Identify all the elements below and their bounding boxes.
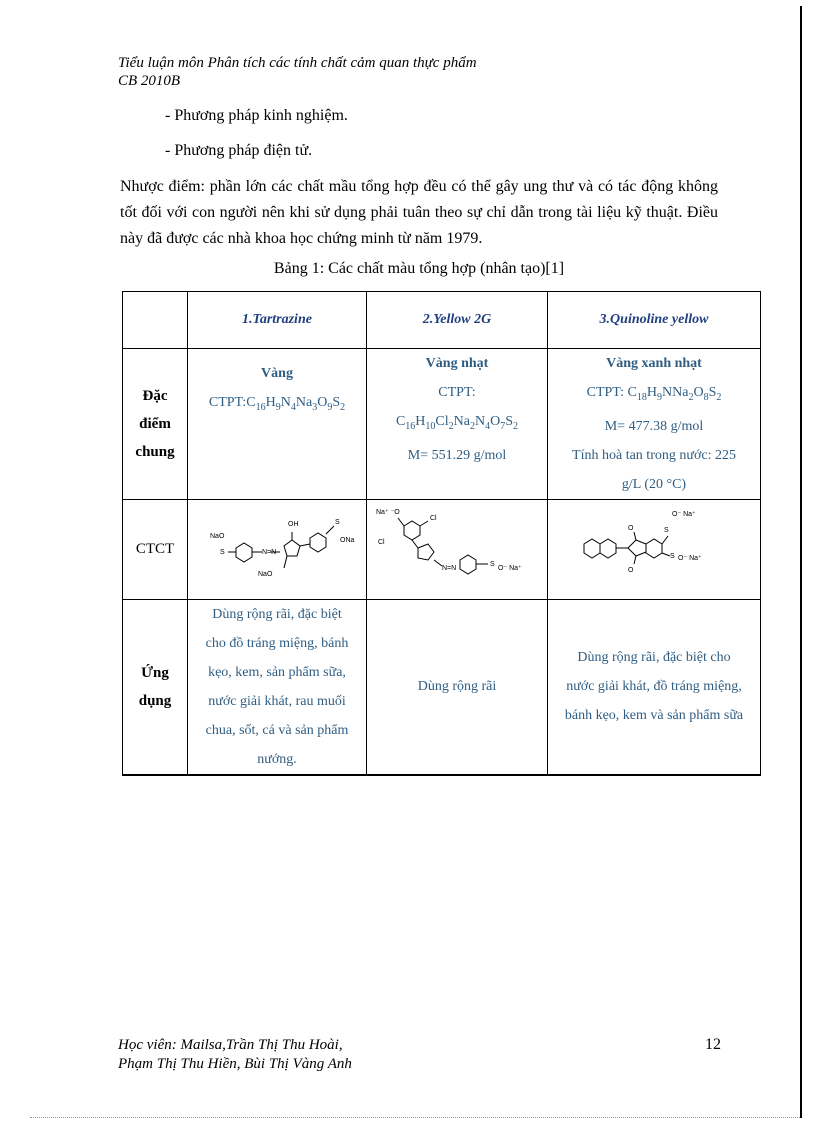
formula: $CTPT:C_{16}H_9N_4Na_3O_9S_2$	[208, 395, 346, 413]
svg-text:O: O	[628, 567, 634, 575]
usage-yellow2g	[367, 599, 548, 775]
bullet-item: - Phương pháp điện tử.	[165, 142, 313, 159]
header-subtitle: CB 2010B	[118, 73, 181, 89]
usage-line: Dùng rộng rãi	[417, 679, 497, 695]
formula: $C_{16}H_{10}Cl_2Na_2N_4O_7S_2$	[395, 414, 519, 432]
usage-line: nước giải khát, đồ tráng miệng,	[566, 679, 742, 695]
color-name: Vàng nhạt	[425, 356, 489, 371]
table-row-structure	[123, 499, 761, 599]
table-caption: Bảng 1: Các chất màu tổng hợp (nhân tạo)[1]	[273, 260, 565, 277]
svg-text:S: S	[664, 527, 669, 535]
solubility-line: Tính hoà tan trong nước: 225	[572, 447, 736, 463]
page-footer	[118, 1036, 352, 1074]
quinoline-structure-image	[554, 504, 754, 594]
structure-tartrazine	[188, 499, 367, 599]
general-tartrazine	[188, 349, 367, 500]
body-paragraph: Nhược điểm: phần lớn các chất mầu tổng hợp đều có thể gây ung thư và có tác động không tốt đối với con người nên khi sử dụng phải tuân theo sự chỉ dẫn trong tài liệu kỹ thuật. Điều này đã được các nhà khoa học chứng minh từ năm 1979.	[120, 178, 718, 247]
svg-text:N=N: N=N	[441, 565, 456, 573]
col-header-tartrazine: 1.Tartrazine	[188, 292, 367, 349]
struct-label: Na⁺ ⁻O	[375, 509, 400, 517]
svg-text:S: S	[489, 561, 495, 569]
struct-label: O⁻ Na⁺	[678, 555, 702, 563]
page-header	[118, 54, 477, 90]
row-header-line: điểm	[139, 415, 171, 432]
struct-label: S	[335, 519, 340, 527]
svg-text:O: O	[628, 525, 634, 533]
usage-line: bánh kẹo, kem và sản phẩm sữa	[564, 708, 744, 724]
row-header-structure: CTCT	[123, 499, 188, 599]
usage-quinoline	[548, 599, 761, 775]
struct-label: NaO	[210, 533, 225, 541]
usage-line: cho đồ tráng miệng, bánh	[205, 635, 349, 651]
struct-label: Cl	[429, 515, 437, 523]
table-header-row	[123, 292, 761, 349]
molar-mass: M= 477.38 g/mol	[604, 418, 704, 434]
formula: CTPT: $C_{18}H_9NNa_2O_8S_2$	[586, 385, 722, 403]
tartrazine-structure-image	[192, 504, 362, 594]
structure-yellow2g	[367, 499, 548, 599]
struct-label: ONa	[340, 537, 355, 545]
col-header-quinoline: 3.Quinoline yellow	[548, 292, 761, 349]
row-header-general	[123, 349, 188, 500]
row-header-line: chung	[135, 443, 175, 460]
row-header-line: dụng	[138, 692, 172, 709]
table-row-general	[123, 349, 761, 500]
formula-prefix: CTPT:	[438, 385, 476, 400]
solubility-line: g/L (20 °C)	[621, 476, 687, 492]
usage-line: Dùng rộng rãi, đặc biệt	[212, 606, 342, 622]
col-header-yellow2g: 2.Yellow 2G	[367, 292, 548, 349]
general-yellow2g	[367, 349, 548, 500]
row-header-line: Đặc	[142, 387, 168, 404]
page-right-rule	[800, 6, 802, 1118]
row-header-usage	[123, 599, 188, 775]
structure-quinoline	[548, 499, 761, 599]
bullet-item: - Phương pháp kinh nghiệm.	[165, 107, 348, 124]
footer-authors-line: Phạm Thị Thu Hiền, Bùi Thị Vàng Anh	[118, 1056, 352, 1072]
page-bottom-rule	[30, 1117, 800, 1118]
usage-line: Dùng rộng rãi, đặc biệt cho	[577, 650, 731, 666]
table-row-usage	[123, 599, 761, 775]
molar-mass: M= 551.29 g/mol	[407, 447, 507, 463]
usage-line: nướng.	[257, 751, 297, 767]
color-name: Vàng xanh nhạt	[606, 356, 702, 371]
header-title: Tiểu luận môn Phân tích các tính chất cảm quan thực phẩm	[118, 55, 477, 71]
color-name: Vàng	[261, 366, 293, 381]
yellow2g-structure-image	[370, 504, 545, 594]
footer-authors-line: Học viên: Mailsa,Trần Thị Thu Hoài,	[118, 1037, 343, 1053]
svg-text:S: S	[670, 553, 675, 561]
table-corner-cell	[123, 292, 188, 349]
usage-line: chua, sốt, cá và sản phẩm	[205, 722, 349, 738]
struct-label: Cl	[377, 539, 385, 547]
row-header-line: Ứng	[141, 664, 169, 681]
struct-label: O⁻ Na⁺	[672, 511, 696, 519]
struct-label: O⁻ Na⁺	[497, 565, 522, 573]
struct-label: NaO	[258, 571, 273, 579]
struct-label: OH	[288, 521, 299, 529]
general-quinoline	[548, 349, 761, 500]
usage-line: kẹo, kem, sản phẩm sữa,	[208, 664, 346, 680]
svg-text:N=N: N=N	[262, 549, 277, 557]
usage-tartrazine	[188, 599, 367, 775]
usage-line: nước giải khát, rau muối	[208, 693, 346, 709]
dyes-table	[122, 291, 761, 776]
page-number: 12	[705, 1036, 721, 1053]
struct-label: S	[220, 549, 225, 557]
